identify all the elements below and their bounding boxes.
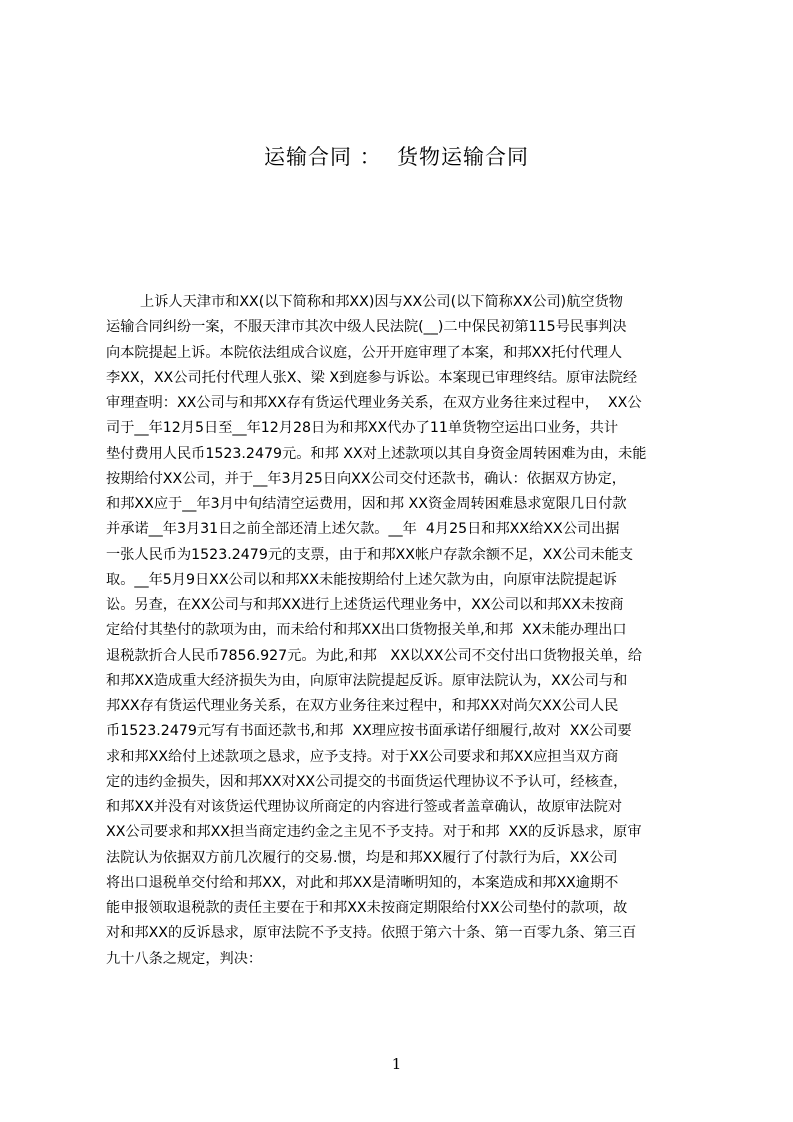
- body-line: 一张人民币为1523.2479元的支票，由于和邦XX帐户存款余额不足，XX公司未能支: [106, 546, 634, 563]
- document-body: [106, 290, 696, 972]
- body-line: 和邦XX应于__年3月中旬结清空运费用，因和邦 XX资金周转困难恳求宽限几日付款: [106, 496, 627, 512]
- body-line: 讼。另查，在XX公司与和邦XX进行上述货运代理业务中，XX公司以和邦XX未按商: [106, 597, 624, 613]
- body-line: 向本院提起上诉。本院依法组成合议庭，公开开庭审理了本案，和邦XX托付代理人: [106, 344, 623, 361]
- body-line: 运输合同纠纷一案，不服天津市其次中级人民法院(__)二中保民初第115号民事判决: [106, 319, 627, 336]
- body-line: 求和邦XX给付上述款项之恳求，应予支持。对于XX公司要求和邦XX应担当双方商: [106, 748, 619, 765]
- body-line: 取。__年5月9日XX公司以和邦XX未能按期给付上述欠款为由，向原审法院提起诉: [106, 571, 617, 588]
- body-line: 审理查明：XX公司与和邦XX存有货运代理业务关系，在双方业务往来过程中， XX公: [106, 395, 642, 411]
- body-line: 并承诺__年3月31日之前全部还清上述欠款。__年 4月25日和邦XX给XX公司出据: [106, 521, 620, 538]
- body-line: 李XX，XX公司托付代理人张X、梁 X到庭参与诉讼。本案现已审理终结。原审法院经: [106, 369, 638, 386]
- body-line: 九十八条之规定，判决：: [106, 950, 263, 967]
- body-line: 司于__年12月5日至__年12月28日为和邦XX代办了11单货物空运出口业务，共计: [106, 420, 619, 437]
- body-line: 币1523.2479元写有书面还款书,和邦 XX理应按书面承诺仔细履行,故对 XX公司要: [106, 723, 632, 740]
- body-line: 和邦XX并没有对该货运代理协议所商定的内容进行签或者盖章确认，故原审法院对: [106, 799, 623, 815]
- body-line: 将出口退税单交付给和邦XX，对此和邦XX是清晰明知的，本案造成和邦XX逾期不: [106, 874, 619, 891]
- body-line: 上诉人天津市和XX(以下简称和邦XX)因与XX公司(以下简称XX公司)航空货物: [140, 294, 623, 310]
- body-line: 对和邦XX的反诉恳求，原审法院不予支持。依照于第六十条、第一百零九条、第三百: [106, 925, 637, 942]
- body-line: 和邦XX造成重大经济损失为由，向原审法院提起反诉。原审法院认为，XX公司与和: [106, 672, 628, 689]
- body-line: 垫付费用人民币1523.2479元。和邦 XX对上述款项以其自身资金周转困难为由，未能: [106, 445, 647, 462]
- body-line: 按期给付XX公司，并于__年3月25日向XX公司交付还款书，确认：依据双方协定，: [106, 470, 626, 487]
- body-line: 邦XX存有货运代理业务关系，在双方业务往来过程中，和邦XX对尚欠XX公司人民: [106, 698, 619, 714]
- page-number: 1: [391, 1055, 402, 1073]
- body-line: 退税款折合人民币7856.927元。为此,和邦 XX以XX公司不交付出口货物报关单，给: [106, 647, 643, 664]
- body-line: 法院认为依据双方前几次履行的交易.惯，均是和邦XX履行了付款行为后，XX公司: [106, 849, 618, 866]
- body-line: 定给付其垫付的款项为由，而未给付和邦XX出口货物报关单,和邦 XX未能办理出口: [106, 622, 627, 639]
- body-line: 能申报领取退税款的责任主要在于和邦XX未按商定期限给付XX公司垫付的款项，故: [106, 900, 628, 916]
- body-line: XX公司要求和邦XX担当商定违约金之主见不予支持。对于和邦 XX的反诉恳求，原审: [106, 824, 642, 841]
- document-title: 运输合同 ： 货物运输合同: [263, 145, 530, 169]
- body-line: 定的违约金损失，因和邦XX对XX公司提交的书面货运代理协议不予认可，经核查，: [106, 773, 628, 790]
